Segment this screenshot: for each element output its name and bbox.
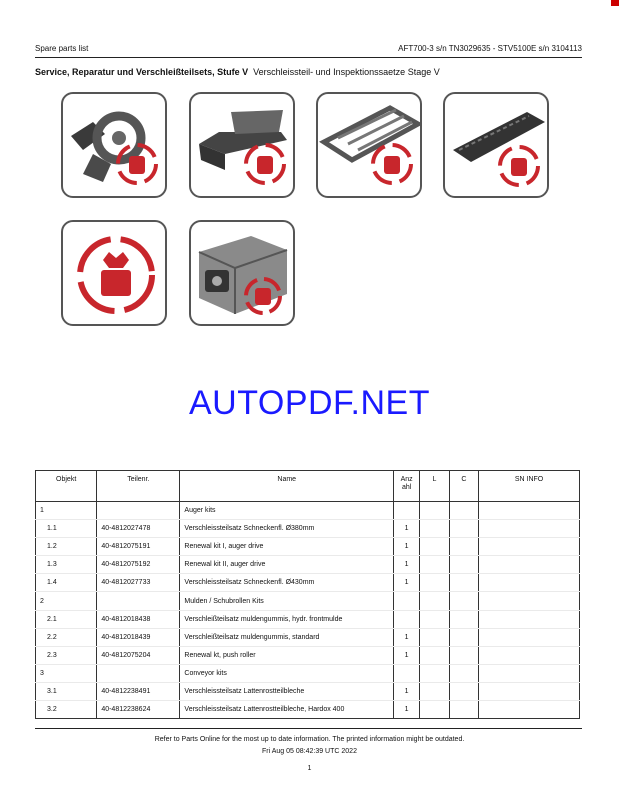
cell-anzahl: 1 <box>394 520 420 538</box>
table-row <box>36 502 580 520</box>
table-row <box>36 664 580 682</box>
cell-teilenr: 40-4812018438 <box>97 610 180 628</box>
header-left: Spare parts list <box>35 44 89 53</box>
cell-l <box>420 701 449 719</box>
cell-c <box>449 502 478 520</box>
cell-teilenr: 40-4812075192 <box>97 556 180 574</box>
cell-c <box>449 556 478 574</box>
cell-sn-info <box>479 574 580 592</box>
cell-sn-info <box>479 556 580 574</box>
table-row <box>36 628 580 646</box>
cell-objekt: 1.4 <box>36 574 97 592</box>
cell-teilenr: 40-4812027733 <box>97 574 180 592</box>
service-kit-tile[interactable] <box>61 220 167 326</box>
footer-timestamp: Fri Aug 05 08:42:39 UTC 2022 <box>262 748 357 755</box>
cell-anzahl: 1 <box>394 574 420 592</box>
col-c: C <box>449 471 478 502</box>
cell-sn-info <box>479 538 580 556</box>
cell-anzahl <box>394 664 420 682</box>
cell-name: Conveyor kits <box>180 664 394 682</box>
cell-objekt: 3 <box>36 664 97 682</box>
cell-objekt: 3.2 <box>36 701 97 719</box>
cell-c <box>449 592 478 610</box>
cell-name: Renewal kit I, auger drive <box>180 538 394 556</box>
cell-l <box>420 574 449 592</box>
cell-anzahl: 1 <box>394 646 420 664</box>
corner-mark <box>611 0 619 6</box>
cell-objekt: 1.2 <box>36 538 97 556</box>
cell-l <box>420 682 449 700</box>
cell-l <box>420 502 449 520</box>
track-kit-tile[interactable] <box>443 92 549 198</box>
cell-sn-info <box>479 502 580 520</box>
table-row <box>36 574 580 592</box>
col-name: Name <box>180 471 394 502</box>
cell-sn-info <box>479 592 580 610</box>
cell-sn-info <box>479 610 580 628</box>
cell-teilenr <box>97 592 180 610</box>
col-sn-info: SN INFO <box>479 471 580 502</box>
cell-name: Verschleissteilsatz Schneckenfl. Ø380mm <box>180 520 394 538</box>
table-row <box>36 538 580 556</box>
section-title-bold: Service, Reparatur und Verschleißteilsets, Stufe V <box>35 67 249 77</box>
cell-name: Verschleissteilsatz Lattenrostteilbleche, Hardox 400 <box>180 701 394 719</box>
cell-c <box>449 664 478 682</box>
cell-objekt: 2.2 <box>36 628 97 646</box>
cell-c <box>449 538 478 556</box>
cell-objekt: 2.3 <box>36 646 97 664</box>
cell-name: Verschleissteilsatz Lattenrostteilbleche <box>180 682 394 700</box>
toolbox-kit-tile[interactable] <box>189 220 295 326</box>
page-header <box>35 44 582 53</box>
cell-l <box>420 538 449 556</box>
watermark: AUTOPDF.NET <box>188 384 430 422</box>
cell-c <box>449 610 478 628</box>
table-row <box>36 701 580 719</box>
section-title <box>35 67 440 77</box>
page-number: 1 <box>307 765 312 772</box>
cell-teilenr <box>97 664 180 682</box>
toolbox-kit-icon <box>191 222 295 326</box>
cell-objekt: 3.1 <box>36 682 97 700</box>
cell-name: Mulden / Schubrollen Kits <box>180 592 394 610</box>
table-row <box>36 592 580 610</box>
cell-l <box>420 610 449 628</box>
cell-anzahl: 1 <box>394 628 420 646</box>
screed-kit-tile[interactable] <box>189 92 295 198</box>
col-anzahl: Anz ahl <box>394 471 420 502</box>
footer-divider <box>35 728 582 729</box>
cell-sn-info <box>479 701 580 719</box>
cell-name: Verschleißteilsatz muldengummis, standard <box>180 628 394 646</box>
cell-anzahl: 1 <box>394 538 420 556</box>
service-kit-icon <box>63 222 167 326</box>
table-row <box>36 646 580 664</box>
cell-teilenr: 40-4812027478 <box>97 520 180 538</box>
cell-anzahl <box>394 610 420 628</box>
conveyor-kit-tile[interactable] <box>316 92 422 198</box>
cell-name: Verschleissteilsatz Schneckenfl. Ø430mm <box>180 574 394 592</box>
cell-l <box>420 664 449 682</box>
cell-sn-info <box>479 646 580 664</box>
table-header-row <box>36 471 580 502</box>
auger-kit-tile[interactable] <box>61 92 167 198</box>
cell-teilenr <box>97 502 180 520</box>
cell-c <box>449 574 478 592</box>
header-divider <box>35 57 582 58</box>
screed-kit-icon <box>191 94 295 198</box>
cell-teilenr: 40-4812238491 <box>97 682 180 700</box>
cell-l <box>420 628 449 646</box>
cell-anzahl <box>394 592 420 610</box>
parts-table <box>35 470 580 719</box>
cell-c <box>449 701 478 719</box>
cell-l <box>420 556 449 574</box>
cell-anzahl: 1 <box>394 682 420 700</box>
cell-teilenr: 40-4812238624 <box>97 701 180 719</box>
cell-anzahl: 1 <box>394 556 420 574</box>
cell-l <box>420 592 449 610</box>
cell-name: Verschleißteilsatz muldengummis, hydr. frontmulde <box>180 610 394 628</box>
table-row <box>36 610 580 628</box>
cell-sn-info <box>479 682 580 700</box>
cell-name: Renewal kt, push roller <box>180 646 394 664</box>
cell-objekt: 2.1 <box>36 610 97 628</box>
header-right: AFT700-3 s/n TN3029635 - STV5100E s/n 3104113 <box>398 44 582 53</box>
cell-name: Auger kits <box>180 502 394 520</box>
cell-name: Renewal kit II, auger drive <box>180 556 394 574</box>
cell-objekt: 1.3 <box>36 556 97 574</box>
cell-objekt: 2 <box>36 592 97 610</box>
cell-objekt: 1 <box>36 502 97 520</box>
cell-sn-info <box>479 628 580 646</box>
conveyor-kit-icon <box>318 94 422 198</box>
cell-c <box>449 682 478 700</box>
cell-c <box>449 646 478 664</box>
cell-sn-info <box>479 664 580 682</box>
cell-objekt: 1.1 <box>36 520 97 538</box>
cell-c <box>449 628 478 646</box>
cell-c <box>449 520 478 538</box>
cell-sn-info <box>479 520 580 538</box>
footer-notice: Refer to Parts Online for the most up to date information. The printed information might be outdated. <box>154 736 465 743</box>
col-objekt: Objekt <box>36 471 97 502</box>
table-row <box>36 556 580 574</box>
cell-anzahl: 1 <box>394 701 420 719</box>
cell-l <box>420 520 449 538</box>
section-title-rest: Verschleissteil- und Inspektionssaetze Stage V <box>253 67 440 77</box>
cell-teilenr: 40-4812075204 <box>97 646 180 664</box>
auger-kit-icon <box>63 94 167 198</box>
cell-l <box>420 646 449 664</box>
table-row <box>36 520 580 538</box>
cell-teilenr: 40-4812018439 <box>97 628 180 646</box>
cell-teilenr: 40-4812075191 <box>97 538 180 556</box>
col-teilenr: Teilenr. <box>97 471 180 502</box>
col-l: L <box>420 471 449 502</box>
cell-anzahl <box>394 502 420 520</box>
table-row <box>36 682 580 700</box>
track-kit-icon <box>445 94 549 198</box>
